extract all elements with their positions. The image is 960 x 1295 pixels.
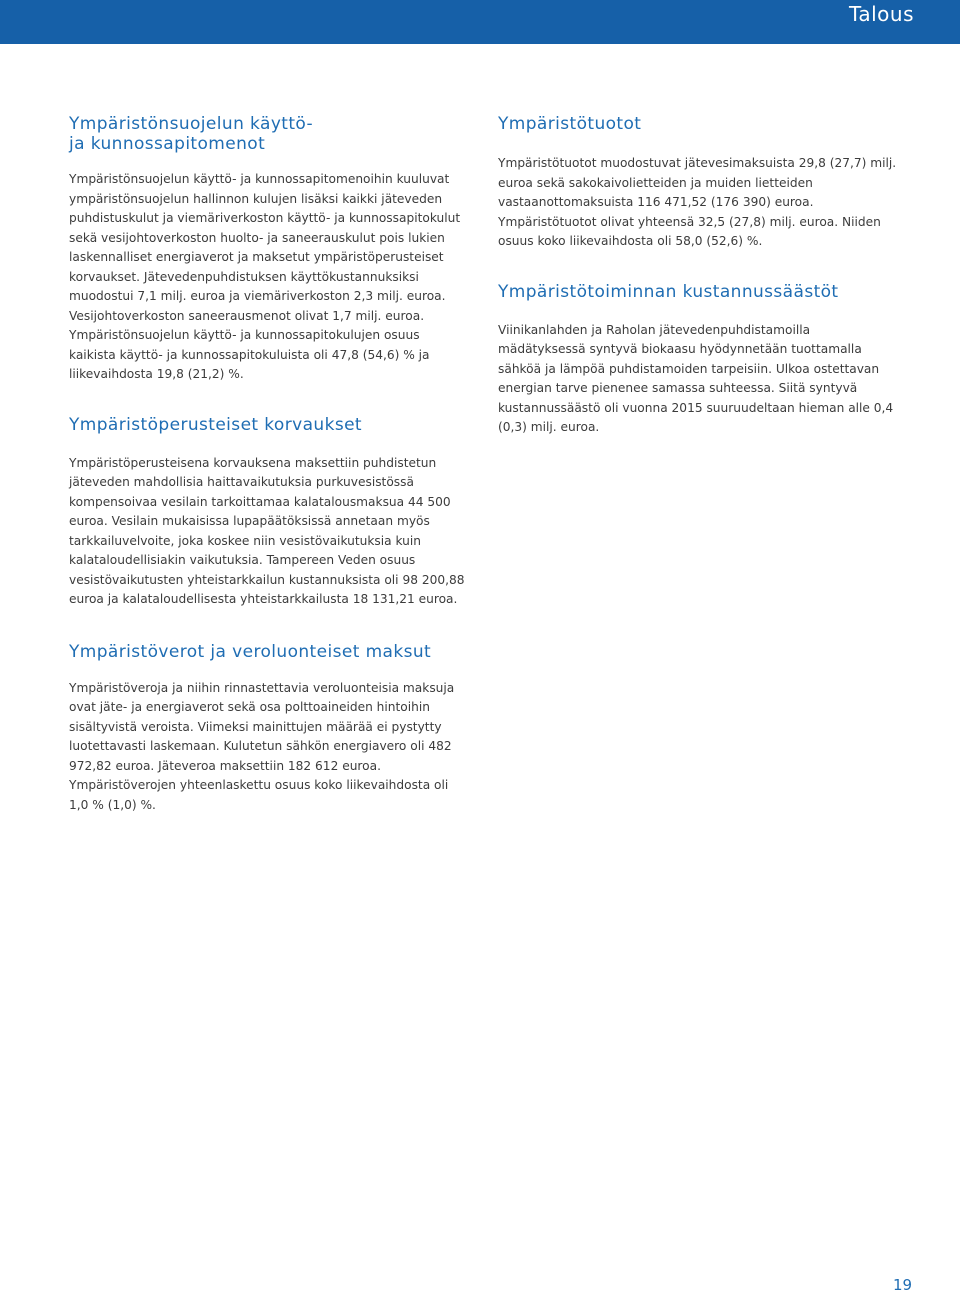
section-environmental-operating-costs — [69, 114, 469, 385]
header-title: Talous — [848, 2, 914, 26]
section-environmental-revenue — [498, 114, 898, 252]
section-title: Ympäristöperusteiset korvaukset — [69, 414, 362, 435]
section-title: Ympäristönsuojelun käyttö- ja kunnossapitomenot — [69, 114, 314, 154]
section-title: Ympäristötuotot — [498, 114, 642, 134]
section-title: Ympäristöverot ja veroluonteiset maksut — [69, 641, 432, 662]
section-body: Ympäristöperusteisena korvauksena maksettiin puhdistetun jäteveden mahdollisia haittavaikutuksia purkuvesistössä kompensoivaa vesilain tarkoittamaa kalatalousmaksua 44 500 euroa. Vesilain mukaisissa lupapäätöksissä annetaan myös tarkkailuvelvoite, joka koskee niin vesistövaikutuksia kuin kalataloudellisiakin vaikutuksia. Tampereen Veden osuus vesistövaikutusten yhteistarkkailun kustannuksista oli 98 200,88 euroa ja kalataloudellisesta yhteistarkkailusta 18 131,21 euroa. — [69, 455, 465, 606]
section-environmental-taxes — [69, 642, 469, 816]
section-environmental-compensations — [69, 415, 469, 610]
section-body: Viinikanlahden ja Raholan jätevedenpuhdistamoilla mädätyksessä syntyvä biokaasu hyödynnetään tuottamalla sähköä ja lämpöä puhdistamoiden tarpeisiin. Ulkoa ostettavan energian tarve pienenee samassa suhteessa. Siitä syntyvä kustannussäästö oli vuonna 2015 suuruudeltaan hieman alle 0,4 (0,3) milj. euroa. — [498, 322, 894, 434]
left-column — [69, 114, 469, 815]
section-body: Ympäristöveroja ja niihin rinnastettavia veroluonteisia maksuja ovat jäte- ja energiaverot sekä osa polttoaineiden hintoihin sisältyvistä veroista. Viimeksi mainittujen määrää ei pystytty luotettavasti laskemaan. Kulutetun sähkön energiavero oli 482 972,82 euroa. Jäteveroa maksettiin 182 612 euroa. Ympäristöverojen yhteenlaskettu osuus koko liikevaihdosta oli 1,0 % (1,0) %. — [69, 680, 455, 812]
header-bar — [0, 0, 960, 44]
section-body: Ympäristönsuojelun käyttö- ja kunnossapitomenoihin kuuluvat ympäristönsuojelun hallinnon kulujen lisäksi kaikki jäteveden puhdistuskulut ja viemäriverkoston käyttö- ja kunnossapitokulut sekä vesijohtoverkoston huolto- ja saneerauskulut pois lukien laskennalliset energiaverot ja maksetut ympäristöperusteiset korvaukset. Jätevedenpuhdistuksen käyttökustannuksiksi muodostui 7,1 milj. euroa ja viemäriverkoston 2,3 milj. euroa. Vesijohtoverkoston saneerausmenot olivat 1,7 milj. euroa. Ympäristönsuojelun käyttö- ja kunnossapitokulujen osuus kaikista käyttö- ja kunnossapitokuluista oli 47,8 (54,6) % ja liikevaihdosta 19,8 (21,2) %. — [69, 172, 461, 381]
section-body: Ympäristötuotot muodostuvat jätevesimaksuista 29,8 (27,7) milj. euroa sekä sakokaivolietteiden ja muiden lietteiden vastaanottomaksuista 116 471,52 (176 390) euroa. Ympäristötuotot olivat yhteensä 32,5 (27,8) milj. euroa. Niiden osuus koko liikevaihdosta oli 58,0 (52,6) %. — [498, 156, 897, 248]
section-title: Ympäristötoiminnan kustannussäästöt — [498, 281, 839, 302]
right-column — [498, 114, 898, 438]
page-number: 19 — [893, 1276, 913, 1294]
section-environmental-cost-savings — [498, 282, 898, 438]
